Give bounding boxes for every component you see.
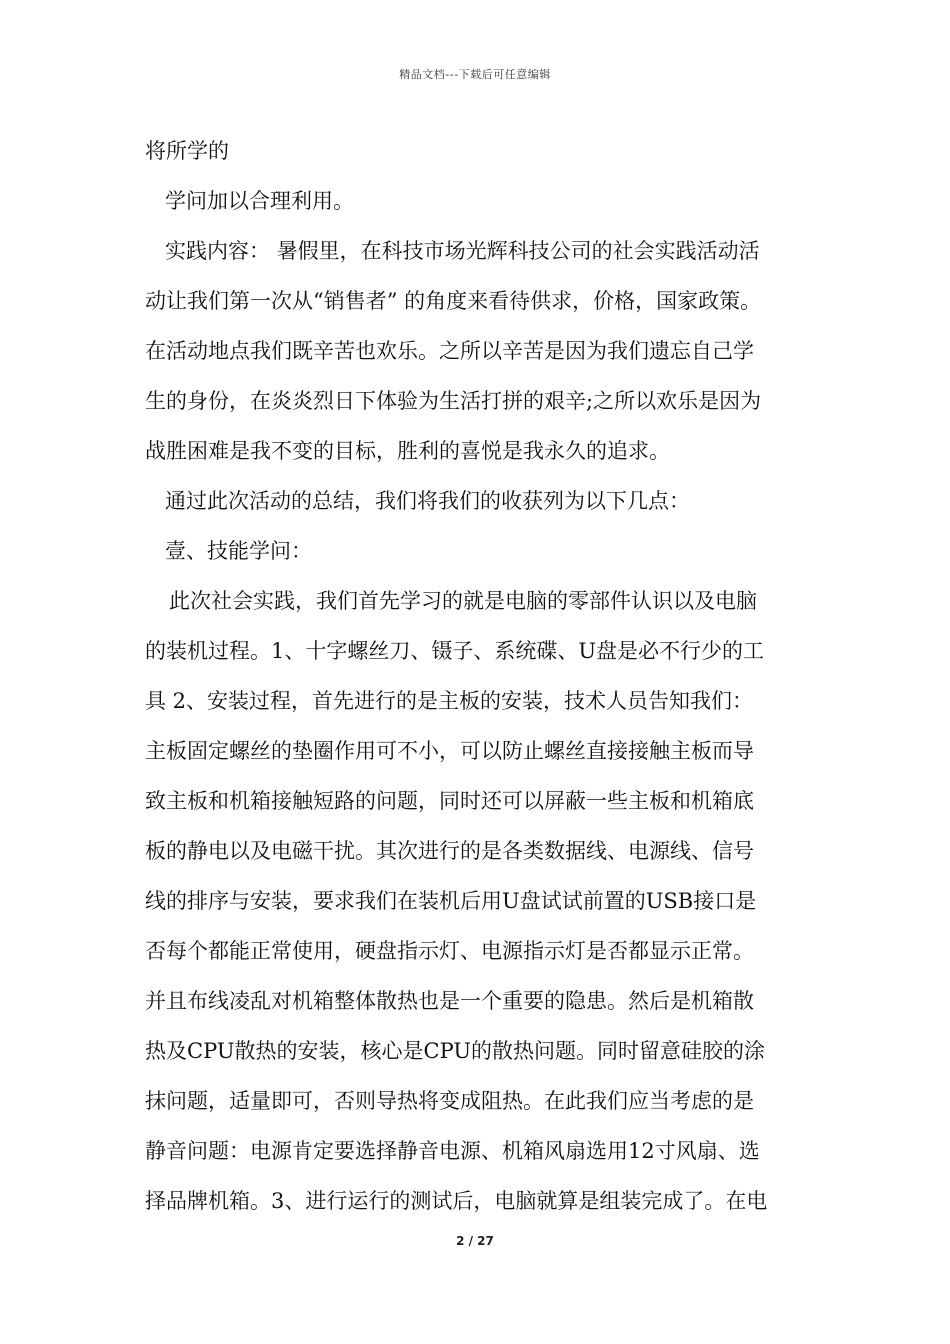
text-line: 板的静电以及电磁干扰。其次进行的是各类数据线、电源线、信号 [145,839,754,863]
text-line: 生的身份，在炎炎烈日下体验为生活打拼的艰辛;之所以欢乐是因为 [145,389,762,413]
text-line: 的装机过程。1、十字螺丝刀、镊子、系统碟、U盘是必不行少的工 [145,639,765,663]
text-line: 实践内容： 暑假里，在科技市场光辉科技公司的社会实践活动活 [165,239,760,263]
text-line: 通过此次活动的总结，我们将我们的收获列为以下几点： [165,489,690,513]
text-line: 学问加以合理利用。 [165,189,354,213]
text-line: 静音问题：电源肯定要选择静音电源、机箱风扇选用12寸风扇、选 [145,1139,760,1163]
text-line: 将所学的 [145,139,229,163]
text-line: 择品牌机箱。3、进行运行的测试后，电脑就算是组装完成了。在电 [145,1189,768,1213]
page-number: 2 / 27 [456,1234,494,1248]
text-line: 否每个都能正常使用，硬盘指示灯、电源指示灯是否都显示正常。 [145,939,754,963]
text-line: 战胜困难是我不变的目标，胜利的喜悦是我永久的追求。 [145,439,670,463]
body-text [145,133,815,1233]
text-line: 主板固定螺丝的垫圈作用可不小，可以防止螺丝直接接触主板而导 [145,739,754,763]
text-line: 抹问题，适量即可，否则导热将变成阻热。在此我们应当考虑的是 [145,1089,754,1113]
text-line: 在活动地点我们既辛苦也欢乐。之所以辛苦是因为我们遗忘自己学 [145,339,754,363]
text-line: 致主板和机箱接触短路的问题，同时还可以屏蔽一些主板和机箱底 [145,789,754,813]
text-line: 具 2、安装过程，首先进行的是主板的安装，技术人员告知我们： [145,689,754,713]
page-header: 精品文档---下载后可任意编辑 [399,68,551,81]
text-line: 热及CPU散热的安装，核心是CPU的散热问题。同时留意硅胶的涂 [145,1039,766,1063]
text-line: 动让我们第一次从“销售者” 的角度来看待供求，价格，国家政策。 [145,289,762,313]
text-line: 壹、技能学问： [165,539,312,563]
text-line: 并且布线凌乱对机箱整体散热也是一个重要的隐患。然后是机箱散 [145,989,754,1013]
text-line: 线的排序与安装，要求我们在装机后用U盘试试前置的USB接口是 [145,889,757,913]
text-line: 此次社会实践，我们首先学习的就是电脑的零部件认识以及电脑 [169,589,757,613]
